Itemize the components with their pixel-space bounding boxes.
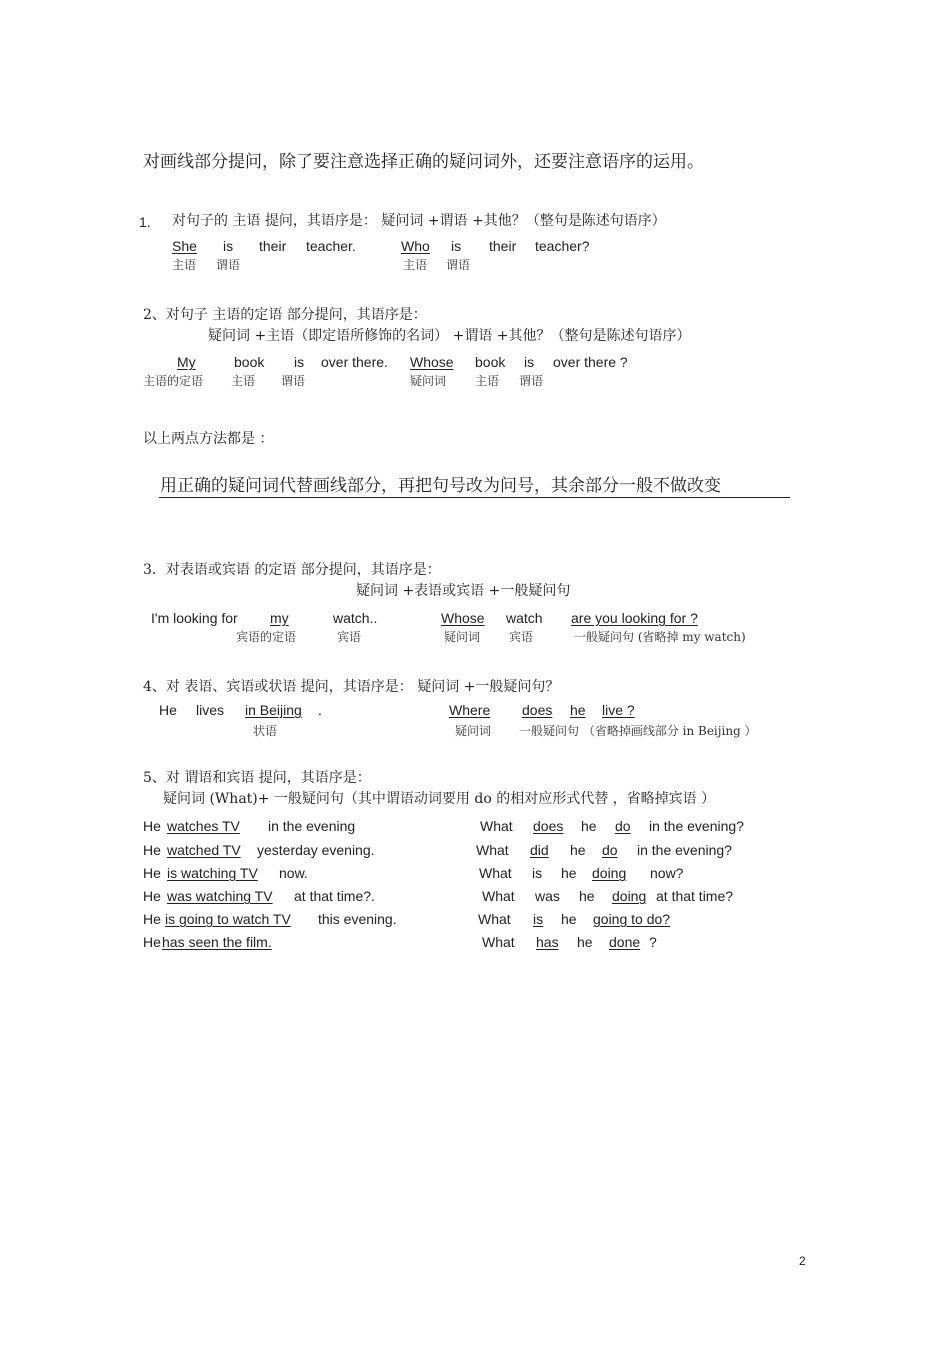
s5-row-underlined: was watching TV [167,888,273,904]
s3-ex-word: watch.. [333,610,378,626]
s2-label: 主语的定语 [143,374,204,388]
s5-row-rest: at that time?. [294,888,375,904]
s1-label: 主语 [172,258,197,272]
s5-row-he: He [143,842,161,858]
s5-row-what: What [476,842,509,858]
s4-ex-word: live ? [602,702,635,718]
s5-row-underlined: watches TV [167,818,240,834]
s3-label: 宾语 [337,630,362,644]
s1-ex-word: their [259,238,287,254]
s5-row-verb: doing [592,865,627,881]
s2-label: 谓语 [519,374,544,388]
s1-label: 谓语 [216,258,241,272]
s3-formula: 疑问词 +表语或宾语 +一般疑问句 [356,583,571,599]
s1-ex-word: Who [401,238,430,254]
s5-row-what: What [482,888,515,904]
s4-title: 4、对 表语、宾语或状语 提问，其语序是： 疑问词 +一般疑问句？ [143,679,560,695]
s3-ex-word: watch [506,610,543,626]
s5-row-underlined: watched TV [167,842,241,858]
s5-row-underlined: is watching TV [167,865,258,881]
s5-row-tail: in the evening? [637,842,732,858]
s5-formula: 疑问词 (What)+ 一般疑问句（其中谓语动词要用 do 的相对应形式代替 ，省略掉宾语 ） [163,791,716,807]
s5-row-verb: done [609,934,641,950]
s2-label: 主语 [231,374,256,388]
s5-row-what: What [482,934,515,950]
s5-row-rest: yesterday evening. [257,842,375,858]
s3-ex-word: I'm looking for [151,610,238,626]
s5-row-what: What [480,818,513,834]
summary-label: 以上两点方法都是 ： [143,431,274,447]
s5-row-verb: do [615,818,631,834]
s2-ex-word: book [475,354,506,370]
s2-ex-word: over there ? [553,354,628,370]
s1-ex-word: is [451,238,462,254]
s4-ex-word: . [318,702,322,718]
page-number: 2 [799,1254,806,1268]
s2-ex-word: My [177,354,196,370]
s3-ex-word: Whose [441,610,485,626]
s5-row-he: He [143,888,161,904]
s5-row-subj: he [581,818,597,834]
s5-row-subj: he [577,934,593,950]
s3-label: 一般疑问句 (省略掉 my watch) [574,630,746,644]
s1-label: 主语 [403,258,428,272]
s5-row-tail: at that time? [656,888,734,904]
s1-number: 1. [139,214,151,230]
s1-ex-word: teacher. [306,238,356,254]
s3-label: 宾语的定语 [236,630,297,644]
s4-ex-word: He [159,702,177,718]
s4-label: 状语 [253,724,278,738]
s4-ex-word: does [522,702,553,718]
s2-label: 疑问词 [410,374,447,388]
s5-title: 5、对 谓语和宾语 提问，其语序是： [143,770,371,786]
s5-row-subj: he [561,911,577,927]
s2-ex-word: over there. [321,354,388,370]
s5-row-verb: do [602,842,618,858]
s1-ex-word: is [223,238,234,254]
s5-row-tail: now? [650,865,684,881]
s4-ex-word: lives [196,702,225,718]
s5-row-aux: is [532,865,543,881]
s2-title: 2、对句子 主语的定语 部分提问，其语序是： [143,307,427,323]
s5-row-rest: now. [279,865,308,881]
s2-label: 谓语 [281,374,306,388]
s2-ex-word: is [524,354,535,370]
s5-row-he: He [143,934,161,950]
s2-ex-word: Whose [410,354,454,370]
s3-label: 宾语 [509,630,534,644]
s5-row-tail: in the evening? [649,818,744,834]
s2-ex-word: is [294,354,305,370]
s3-label: 疑问词 [444,630,481,644]
s5-row-subj: he [570,842,586,858]
s5-row-what: What [478,911,511,927]
s5-row-he: He [143,865,161,881]
s5-row-aux: does [533,818,564,834]
s1-label: 谓语 [446,258,471,272]
s5-row-underlined: is going to watch TV [165,911,291,927]
s4-ex-word: Where [449,702,491,718]
s5-row-aux: did [530,842,549,858]
s2-ex-word: book [234,354,265,370]
s5-row-he: He [143,911,161,927]
s4-label: 疑问词 [455,724,492,738]
s4-label: 一般疑问句 （省略掉画线部分 in Beijing ） [519,724,757,738]
s5-row-underlined: has seen the film. [162,934,272,950]
s4-ex-word: he [570,702,586,718]
s5-row-verb: doing [612,888,647,904]
s2-formula: 疑问词 +主语（即定语所修饰的名词） +谓语 +其他？（整句是陈述句语序） [208,328,691,344]
s5-row-subj: he [561,865,577,881]
s3-ex-word: are you looking for ? [571,610,698,626]
summary-text: 用正确的疑问词代替画线部分，再把句号改为问号，其余部分一般不做改变 [160,476,721,496]
s3-title: 3．对表语或宾语 的定语 部分提问，其语序是： [143,562,441,578]
s5-row-verb: going to do? [593,911,671,927]
s5-row-aux: was [535,888,560,904]
s3-ex-word: my [270,610,289,626]
s5-row-aux: has [536,934,559,950]
s5-row-he: He [143,818,161,834]
intro-text: 对画线部分提问，除了要注意选择正确的疑问词外，还要注意语序的运用。 [143,152,704,172]
summary-underline [159,497,790,498]
s4-ex-word: in Beijing [245,702,302,718]
s5-row-what: What [479,865,512,881]
s5-row-aux: is [533,911,544,927]
s5-row-rest: in the evening [268,818,356,834]
s1-ex-word: She [172,238,197,254]
s5-row-tail: ? [649,934,657,950]
s5-row-rest: this evening. [318,911,397,927]
s1-title: 对句子的 主语 提问，其语序是： 疑问词 +谓语 +其他？（整句是陈述句语序） [172,213,666,229]
s5-row-subj: he [579,888,595,904]
s2-label: 主语 [475,374,500,388]
s1-ex-word: their [489,238,517,254]
s1-ex-word: teacher? [535,238,590,254]
